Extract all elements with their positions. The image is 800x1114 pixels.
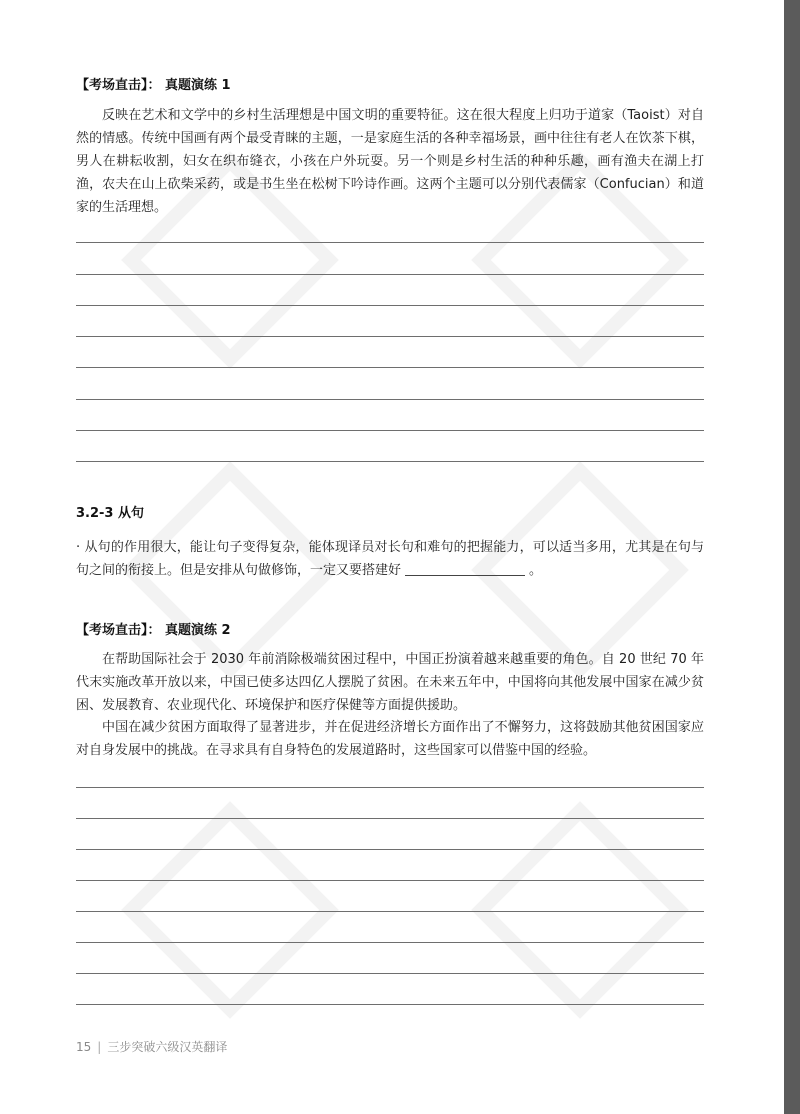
book-title: 三步突破六级汉英翻译 bbox=[107, 1040, 228, 1054]
watermark-logo bbox=[470, 800, 690, 1020]
answer-line[interactable] bbox=[76, 880, 704, 881]
answer-line[interactable] bbox=[76, 430, 704, 431]
exercise-1-heading: 【考场直击】： 真题演练 1 bbox=[76, 78, 231, 93]
answer-line[interactable] bbox=[76, 1004, 704, 1005]
exercise-2-passage-1: 在帮助国际社会于 2030 年前消除极端贫困过程中，中国正扮演着越来越重要的角色。自 20 世纪 70 年代末实施改革开放以来，中国已使多达四亿人摆脱了贫困。在未来五年中，中国将向其他发展中国家在减少贫困、发展教育、农业现代化、环境保护和医疗保健等方面提供援助。 bbox=[76, 652, 704, 713]
answer-line[interactable] bbox=[76, 336, 704, 337]
page-footer bbox=[76, 1038, 227, 1055]
answer-line[interactable] bbox=[76, 274, 704, 275]
answer-line[interactable] bbox=[76, 399, 704, 400]
clauses-note-text: · 从句的作用很大，能让句子变得复杂，能体现译员对长句和难句的把握能力，可以适当多用，尤其是在句与句之间的衔接上。但是安排从句做修饰，一定又要搭建好 bbox=[76, 540, 704, 578]
answer-line[interactable] bbox=[76, 787, 704, 788]
page-edge-bar bbox=[784, 0, 800, 1114]
answer-line[interactable] bbox=[76, 818, 704, 819]
page-number: 15 bbox=[76, 1040, 92, 1054]
exercise-1-passage: 反映在艺术和文学中的乡村生活理想是中国文明的重要特征。这在很大程度上归功于道家（Taoist）对自然的情感。传统中国画有两个最受青睐的主题，一是家庭生活的各种幸福场景，画中往往有老人在饮茶下棋，男人在耕耘收割，妇女在织布缝衣，小孩在户外玩耍。另一个则是乡村生活的种种乐趣，画有渔夫在湖上打渔，农夫在山上砍柴采药，或是书生坐在松树下吟诗作画。这两个主题可以分别代表儒家（Confucian）和道家的生活理想。 bbox=[76, 108, 704, 215]
clauses-note-end: 。 bbox=[529, 563, 543, 578]
exercise-2-heading: 【考场直击】： 真题演练 2 bbox=[76, 623, 231, 638]
fill-in-blank[interactable] bbox=[405, 561, 525, 576]
watermark-logo bbox=[120, 800, 340, 1020]
answer-line[interactable] bbox=[76, 849, 704, 850]
answer-line[interactable] bbox=[76, 942, 704, 943]
answer-line[interactable] bbox=[76, 911, 704, 912]
exercise-2-passage-2: 中国在减少贫困方面取得了显著进步，并在促进经济增长方面作出了不懈努力，这将鼓励其他贫困国家应对自身发展中的挑战。在寻求具有自身特色的发展道路时，这些国家可以借鉴中国的经验。 bbox=[76, 720, 704, 758]
clauses-note bbox=[76, 536, 704, 582]
answer-line[interactable] bbox=[76, 973, 704, 974]
answer-line[interactable] bbox=[76, 461, 704, 462]
answer-line[interactable] bbox=[76, 305, 704, 306]
section-heading-clauses: 3.2-3 从句 bbox=[76, 506, 144, 521]
answer-line[interactable] bbox=[76, 242, 704, 243]
footer-separator: | bbox=[97, 1040, 102, 1054]
answer-line[interactable] bbox=[76, 367, 704, 368]
